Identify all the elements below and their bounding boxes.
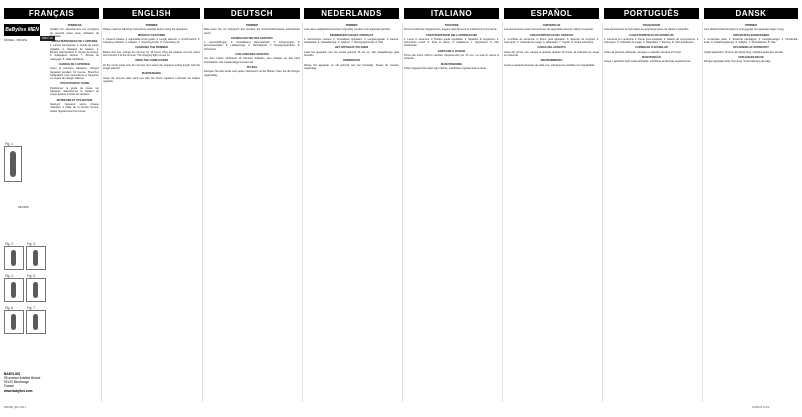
section-title: KENMERKEN VAN HET APPARAAT: [329, 33, 374, 37]
section-title: TRIMMER: [744, 24, 758, 27]
section-title: ENTRETIEN ET UTILISATION: [56, 98, 93, 102]
figure-5: [26, 274, 46, 302]
section-title: TRIMMER: [345, 24, 358, 27]
column-divider: [101, 22, 102, 402]
trimmer-illustration: [11, 314, 16, 330]
section-text: Prima di utilizzare l'apparecchio, leggere attentamente le indicazioni di sicurezza.: [404, 28, 498, 32]
section-title: CARACTERÍSTICAS DO APARELHO: [629, 33, 674, 37]
section-text: Lees deze veiligheidsinstructies zorgvuldig voordat u het apparaat gebruikt.: [304, 28, 391, 32]
section-text: 1. Lâminas em cerâmica. 2. Pente guia ajustável. 3. Seletor de comprimento. 4. Interruptor. 5. Indicador de carga. 6. Adaptador. 7. Escova. 8. Óleo lubrificante.: [604, 37, 699, 45]
section-text: 1. Ceramic blades. 2. Adjustable comb guide. 3. Length selector. 4. On/off switch. 5. Charging indicator. 6. Adaptor. 7. Cleaning brush. 8. Lubricating oil.: [103, 37, 200, 45]
section-text: 1. Lames céramiques. 2. Guide de coupe réglable. 3. Variateur de hauteur. 4. Bouton marche/arrêt. 5. Voyant de charge. 6. Adaptateur secteur. 7. Brosse de nettoyage. 8. Huile lubrifiante.: [50, 44, 99, 61]
trimmer-illustration: [33, 250, 38, 266]
section-title: PRODUCT FEATURES: [137, 33, 166, 37]
print-footer-left: 3834PE_BN.indd 1: [4, 406, 27, 409]
section-title: PFLEGE: [246, 65, 258, 69]
section-text: 1. Lame in ceramica. 2. Pettine guida regolabile. 3. Selettore di lunghezza. 4. Interruttore on/off. 5. Spia di carica. 6. Adattatore. 7. Spazzolina. 8. Olio lubrificante.: [404, 37, 499, 48]
section-text: Limpie el aparato después de cada uso. Lubrique las cuchillas con regularidad.: [504, 63, 595, 67]
print-footer-right: 10/06/13 12:00: [752, 406, 770, 409]
section-text: Bitte lesen Sie vor Gebrauch des Gerätes die Sicherheitshinweise aufmerksam durch.: [204, 28, 300, 35]
figure-7: [26, 306, 46, 334]
figure-3: [26, 242, 46, 270]
section-title: OPLADNING AF APPARATET: [733, 46, 769, 50]
section-title: CORTAPELOS: [542, 24, 561, 27]
address-line: BABYLISS: [4, 372, 21, 376]
figure-7-caption: Fig. 7: [27, 306, 35, 310]
section-title: UTILISATION DU GUIDE: [59, 82, 90, 86]
column-fr: [50, 22, 99, 402]
lang-header-en: ENGLISH: [103, 8, 200, 19]
lang-header-nl: NEDERLANDS: [304, 8, 399, 19]
section-text: 1. Cuchillas de cerámica. 2. Peine guía ajustable. 3. Selector de longitud. 4. Interruptor. 5. Indicador de carga. 6. Adaptador. 7. Cepillo. 8. Aceite lubricante.: [504, 37, 599, 45]
column-divider: [502, 22, 503, 402]
figure-1-caption: Fig. 1: [5, 142, 13, 146]
section-text: Fit the comb guide onto the trimmer and select the required cutting length with the length selector.: [103, 63, 200, 70]
section-title: MANUTENZIONE: [441, 62, 462, 66]
figure-6-caption: Fig. 6: [5, 306, 13, 310]
section-title: TONDEUSE: [67, 24, 82, 27]
section-title: TOSQUIADOR: [642, 24, 661, 27]
section-text: Vor dem ersten Gebrauch 16 Stunden aufladen. Den Adapter an das Netz anschließen. Die Ladeanzeige leuchtet auf.: [204, 57, 300, 64]
figure-5-caption: Fig. 5: [27, 274, 35, 278]
section-text: Avant la première utilisation, chargez l'appareil pendant 16 heures. Branchez l'adaptateur puis raccordez-le à l'appareil. Le voyant de charge s'allume.: [50, 67, 99, 81]
section-text: Nettoyez l'appareil après chaque utilisation à l'aide de la brosse fournie. Huilez régulièrement les lames.: [50, 102, 99, 113]
section-title: CARACTERÍSTICAS DEL APARATO: [529, 33, 574, 37]
section-title: HET APPARAAT OPLADEN: [334, 46, 369, 50]
section-text: Antes da primeira utilização, carregue o aparelho durante 16 horas.: [604, 50, 682, 54]
website-link[interactable]: www.babyliss.com: [4, 389, 33, 393]
section-title: USING THE COMB GUIDES: [134, 59, 169, 63]
section-text: Limpe o aparelho após cada utilização. Lubrifique as lâminas regularmente.: [604, 60, 691, 64]
company-address: [4, 372, 40, 393]
column-es: [504, 22, 599, 402]
section-text: Prima del primo utilizzo caricare l'apparecchio per 16 ore. La spia di carica si accende.: [404, 54, 499, 61]
trimmer-illustration: [11, 250, 16, 266]
lang-header-de: DEUTSCH: [204, 8, 300, 19]
column-it: [404, 22, 499, 402]
section-text: Oplad apparatet i 16 timer før første brug. Opladningslampen tænder.: [704, 50, 784, 54]
address-line: 92120 Montrouge: [4, 380, 29, 384]
section-title: CHARGING THE TRIMMER: [135, 46, 168, 50]
column-da: [704, 22, 798, 402]
section-text: 1. Keramikklingen. 2. Verstellbarer Kammaufsatz. 3. Längenregler. 4. Ein-/Ausschalter. 5. Ladeanzeige. 6. Netzadapter. 7. Reinigungsbürste. 8. Schmieröl.: [204, 41, 300, 51]
section-text: Please read the following instructions carefully before using the appliance.: [103, 28, 189, 32]
section-title: CARREGAR O APARELHO: [635, 46, 668, 50]
section-title: MANUTENÇÃO: [642, 56, 661, 60]
section-text: Veuillez lire attentivement les consignes de sécurité avant toute utilisation de l'appareil.: [50, 28, 99, 38]
address-line: France: [4, 384, 14, 388]
section-text: Læs sikkerhedsanvisningerne omhyggeligt, før apparatet tages i brug.: [704, 28, 785, 32]
section-title: EIGENSCHAFTEN DES GERÄTES: [231, 36, 273, 40]
column-en: [103, 22, 200, 402]
figure-1: [4, 142, 22, 182]
section-text: Pulire l'apparecchio dopo ogni utilizzo. Lubrificare regolarmente le lame.: [404, 66, 487, 70]
section-title: AUFLADEN DES GERÄTES: [235, 53, 269, 57]
section-text: Antes del primer uso, cargue el aparato durante 16 horas. El indicador de carga se enciende.: [504, 50, 599, 58]
section-text: Before first use, charge the trimmer for 16 hours. Plug the adaptor into the mains and connect it to the trimmer. The charging light comes on.: [103, 50, 200, 58]
section-text: Lea atentamente estas instrucciones de seguridad antes de utilizar el aparato.: [504, 28, 594, 32]
address-line: 99 avenue Aristide Briand: [4, 376, 41, 380]
section-title: TRIMMER: [245, 24, 259, 27]
section-title: ONDERHOUD: [342, 59, 360, 63]
trimmer-illustration: [33, 314, 38, 330]
column-divider: [402, 22, 403, 402]
trimmer-illustration: [33, 282, 38, 298]
section-text: Rengør apparatet efter hver brug. Smør skærene jævnligt.: [704, 60, 771, 64]
brand-logo: BaByliss MEN: [4, 24, 40, 36]
section-title: APPARATETS EGENSKABER: [732, 33, 770, 37]
column-pt: [604, 22, 699, 402]
model-number: MODEL: 3834PE: [4, 38, 28, 42]
section-title: TRIMMER: [145, 24, 158, 27]
column-de: [204, 22, 300, 402]
column-divider: [202, 22, 203, 402]
figure-2-caption: Fig. 2: [5, 242, 13, 246]
lang-header-it: ITALIANO: [404, 8, 499, 19]
figure-2: [4, 242, 24, 270]
column-nl: [304, 22, 399, 402]
section-text: Laad het apparaat voor het eerste gebruik 16 uur op. Het oplaadlampje gaat branden.: [304, 50, 399, 58]
trimmer-illustration: [10, 151, 16, 177]
section-text: Clean the trimmer after each use with the brush supplied. Lubricate the blades regularly.: [103, 76, 200, 83]
side-model-label: 3834PE: [18, 205, 29, 209]
figure-6: [4, 306, 24, 334]
section-text: Reinig het apparaat na elk gebruik met het borsteltje. Smeer de messen regelmatig.: [304, 63, 399, 70]
figure-3-caption: Fig. 3: [27, 242, 35, 246]
lang-header-fr: FRANÇAIS: [4, 8, 99, 19]
lang-header-es: ESPAÑOL: [504, 8, 599, 19]
section-title: CHARGE DE L'APPAREIL: [58, 62, 91, 66]
lang-header-da: DANSK: [704, 8, 798, 19]
figure-4-caption: Fig. 4: [5, 274, 13, 278]
section-text: Positionnez le guide de coupe sur l'appareil. Sélectionnez la hauteur de coupe désirée à l'aide du variateur.: [50, 86, 99, 97]
column-divider: [702, 22, 703, 402]
lang-header-pt: PORTUGUÊS: [604, 8, 699, 19]
trimmer-illustration: [11, 282, 16, 298]
section-text: 1. Keramiske skær. 2. Justerbar kamkappe. 3. Længdevælger. 4. Tænd/sluk-knap. 5. Opladningslampe. 6. Adapter. 7. Rensebørste. 8. Olie.: [704, 37, 798, 45]
section-title: CARACTÉRISTIQUES DE L'APPAREIL: [51, 40, 98, 44]
figure-4: [4, 274, 24, 302]
section-title: VEDLIGEHOLDELSE: [738, 56, 764, 60]
section-title: MAINTENANCE: [141, 72, 162, 76]
section-title: MANTENIMIENTO: [540, 59, 563, 63]
section-text: Leia atentamente as instruções de segurança antes de utilizar o aparelho.: [604, 28, 690, 32]
section-text: 1. Keramische messen. 2. Verstelbare opzetkam. 3. Lengteregelaar. 4. Aan/uit-schakelaar. 5. Oplaadlampje. 6. Adapter. 7. Reinigingsborstel. 8. Olie.: [304, 37, 399, 45]
section-text: Reinigen Sie das Gerät nach jedem Gebrauch mit der Bürste. Ölen Sie die Klingen regelmäßig.: [204, 70, 300, 77]
pro-badge: PRO 10: [42, 36, 53, 40]
section-title: CARGA DEL APARATO: [537, 46, 566, 50]
section-title: TOSATORE: [444, 24, 459, 27]
column-divider: [602, 22, 603, 402]
section-title: CARICARE IL RASOIO: [437, 49, 466, 53]
column-divider: [302, 22, 303, 402]
section-title: CARATTERISTICHE DELL'APPARECCHIO: [425, 33, 478, 37]
